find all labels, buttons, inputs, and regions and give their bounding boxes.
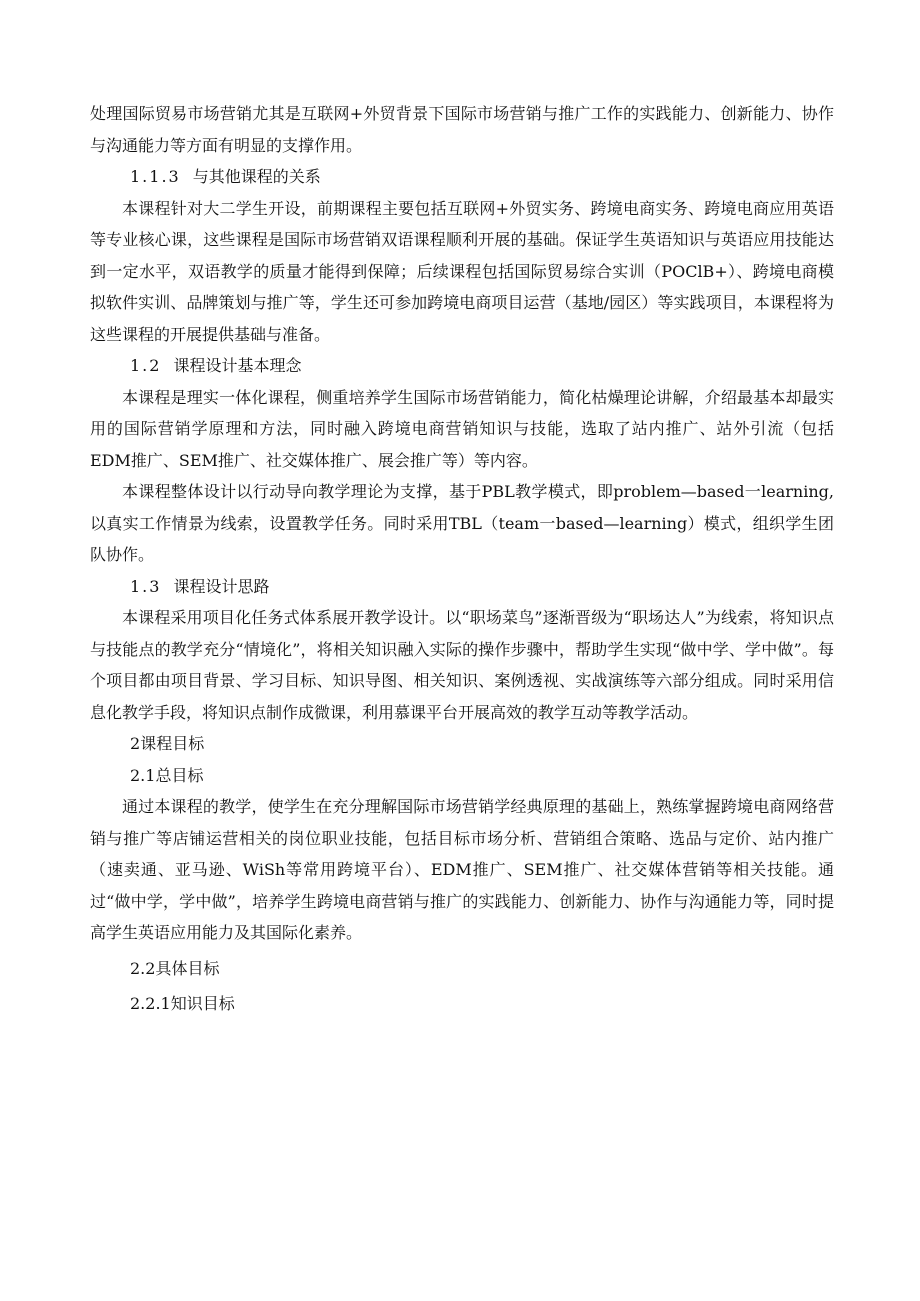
section-heading: [90, 984, 834, 1020]
section-number: 1.2: [130, 356, 162, 375]
section-title: 课程设计思路: [173, 576, 270, 596]
paragraph: 处理国际贸易市场营销尤其是互联网+外贸背景下国际市场营销与推广工作的实践能力、创新能力、协作与沟通能力等方面有明显的支撑作用。: [90, 104, 834, 155]
section-number: 2.2.1: [130, 994, 171, 1013]
section-title: 总目标: [155, 765, 204, 785]
paragraph: 通过本课程的教学，使学生在充分理解国际市场营销学经典原理的基础上，熟练掌握跨境电商网络营销与推广等店铺运营相关的岗位职业技能，包括目标市场分析、营销组合策略、选品与定价、站内推广（速卖通、亚马逊、WiSh等常用跨境平台）、EDM推广、SEM推广、社交媒体营销等相关技能。通过“做中学，学中做”，培养学生跨境电商营销与推广的实践能力、创新能力、协作与沟通能力等，同时提高学生英语应用能力及其国际化素养。: [90, 797, 834, 942]
section-number: 2: [130, 734, 141, 753]
section-heading: [90, 949, 834, 985]
section-title: 课程目标: [140, 734, 205, 753]
section-heading: [90, 571, 834, 603]
section-number: 1.3: [130, 576, 162, 596]
section-heading: [90, 760, 834, 792]
paragraph: 本课程采用项目化任务式体系展开教学设计。以“职场菜鸟”逐渐晋级为“职场达人”为线索，将知识点与技能点的教学充分“情境化”，将相关知识融入实际的操作步骤中，帮助学生实现“做中学、学中做”。每个项目都由项目背景、学习目标、知识导图、相关知识、案例透视、实战演练等六部分组成。同时采用信息化教学手段，将知识点制作成微课，利用慕课平台开展高效的教学互动等教学活动。: [90, 608, 834, 722]
paragraph: 本课程针对大二学生开设，前期课程主要包括互联网+外贸实务、跨境电商实务、跨境电商应用英语等专业核心课，这些课程是国际市场营销双语课程顺利开展的基础。保证学生英语知识与英语应用技能达到一定水平，双语教学的质量才能得到保障；后续课程包括国际贸易综合实训（POClB+）、跨境电商模拟软件实训、品牌策划与推广等，学生还可参加跨境电商项目运营（基地/园区）等实践项目，本课程将为这些课程的开展提供基础与准备。: [90, 198, 834, 344]
section-heading: [90, 728, 834, 760]
paragraph: 本课程是理实一体化课程，侧重培养学生国际市场营销能力，简化枯燥理论讲解，介绍最基本却最实用的国际营销学原理和方法，同时融入跨境电商营销知识与技能，选取了站内推广、站外引流（包括EDM推广、SEM推广、社交媒体推广、展会推广等）等内容。: [90, 387, 834, 470]
paragraph: 本课程整体设计以行动导向教学理论为支撑，基于PBL教学模式，即problem—based一learning,以真实工作情景为线索，设置教学任务。同时采用TBL（team一based—learning）模式，组织学生团队协作。: [90, 482, 834, 564]
section-number: 2.1: [130, 765, 156, 785]
section-number: 2.2: [130, 958, 156, 978]
document-body: [90, 98, 834, 1020]
section-number: 1.1.3: [130, 167, 181, 186]
section-title: 知识目标: [170, 994, 235, 1013]
section-title: 具体目标: [155, 958, 220, 978]
section-title: 课程设计基本理念: [173, 356, 302, 375]
section-heading: [90, 161, 834, 193]
section-title: 与其他课程的关系: [192, 167, 321, 186]
section-heading: [90, 350, 834, 382]
